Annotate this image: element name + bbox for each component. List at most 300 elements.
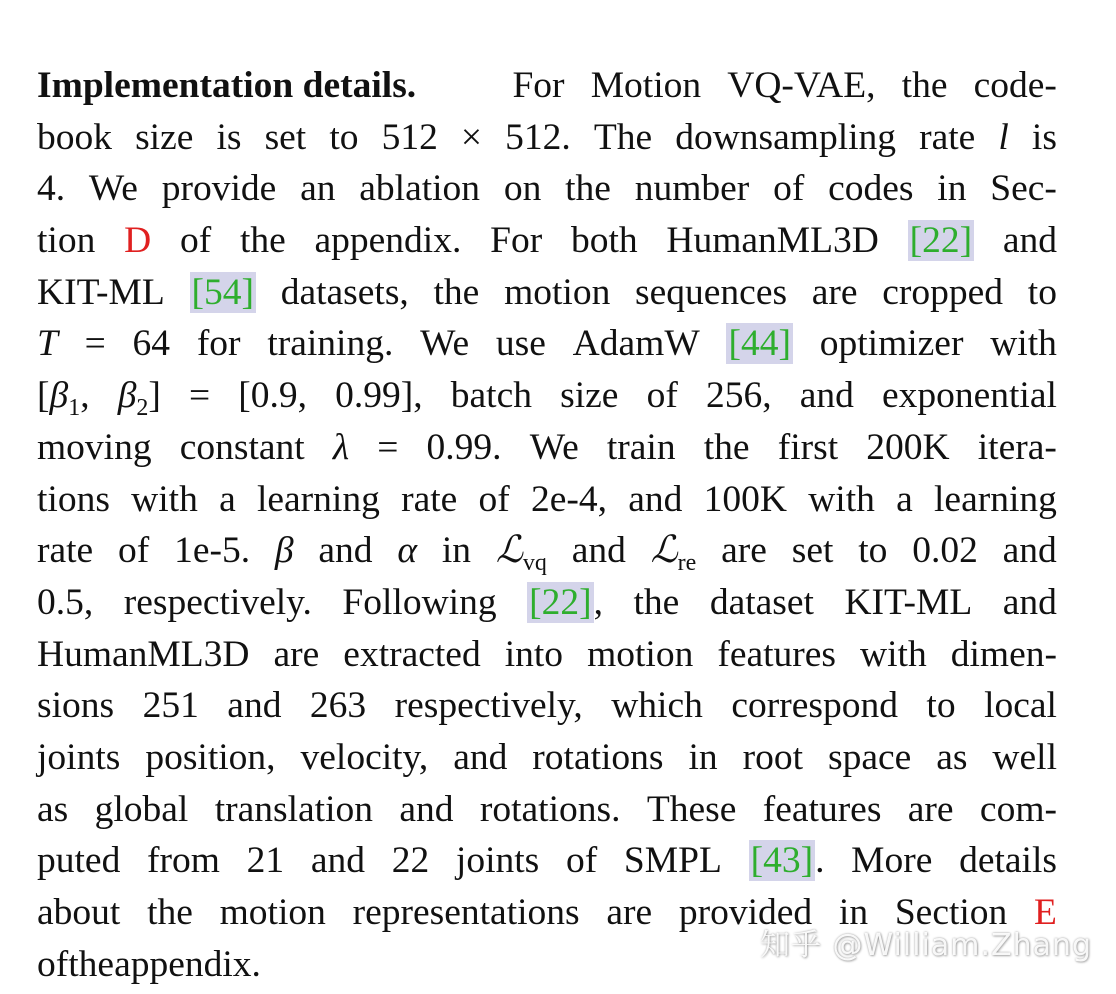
text-line [37,163,1057,215]
word [706,370,772,422]
text-run: the [565,168,611,210]
text-run: local [984,685,1057,727]
word [124,215,151,267]
text-run: are [907,788,954,830]
text-run: of [646,375,678,417]
text-run: and [318,530,373,572]
text-run: learning [256,478,380,520]
text-run: constant [179,426,305,468]
word [37,370,90,422]
word [607,422,676,474]
text-run: exponential [881,375,1057,417]
text-run: training. [267,323,394,365]
word [37,422,152,474]
word [343,629,480,681]
word [633,577,679,629]
text-run: puted [37,840,121,882]
word [820,318,964,370]
word [882,370,1057,422]
word [1003,525,1057,577]
word [220,887,326,939]
text-run: batch [450,375,532,417]
word [37,835,120,887]
word [896,474,913,526]
word [247,835,285,887]
word [135,112,193,164]
word [624,835,722,887]
text-run: 4. [37,168,66,210]
text-run: with [860,633,927,675]
word [238,370,307,422]
text-run: and [227,685,282,727]
text-run: 22 [391,840,430,882]
text-run: root [742,736,804,778]
text-run: AdamW [572,323,700,365]
text-run: size [560,375,619,417]
text-run: motion [504,271,611,313]
text-run: the [901,65,948,106]
word [227,680,281,732]
word [274,629,320,681]
text-run: We [529,426,579,468]
word [401,474,457,526]
text-run: ablation [359,168,481,210]
word [635,163,750,215]
word [147,835,220,887]
word [37,629,249,681]
word [124,577,312,629]
text-run: with [808,478,875,520]
word [851,835,932,887]
word [311,835,365,887]
word [219,474,236,526]
citation-link[interactable]: [43] [750,840,814,882]
word [180,422,305,474]
word [420,318,469,370]
word [675,112,896,164]
word [565,163,611,215]
text-line [37,60,1057,112]
word [919,112,975,164]
text-line [37,318,1057,370]
word [990,318,1057,370]
text-run: the [68,943,115,985]
word [434,267,480,319]
word [666,215,878,267]
word [461,112,482,164]
text-run: and [799,375,854,417]
text-run: and [399,788,454,830]
text-run: 251 [142,685,199,727]
text-run: HumanML3D [37,633,250,675]
word [359,163,480,215]
text-run: are [811,271,858,313]
word [496,525,547,577]
text-run: number [634,168,750,210]
word [189,370,210,422]
word [792,525,834,577]
text-run: is [1031,116,1057,158]
text-run: 64 [132,323,171,365]
text-run: details [959,840,1057,882]
text-run: KIT-ML [844,581,973,623]
word [858,525,887,577]
word [257,474,380,526]
text-run: features [762,788,882,830]
text-run: into [504,633,564,675]
word [611,680,703,732]
text-run: For [490,220,543,262]
word [37,680,114,732]
text-run: appendix. [314,220,462,262]
word [530,422,579,474]
text-run: and [310,840,365,882]
word [318,525,372,577]
word [377,422,398,474]
text-line [37,215,1057,267]
math-subscript: re [677,550,697,577]
word [902,60,948,112]
text-run: velocity, [300,736,429,778]
word [1003,577,1057,629]
math-subscript: 1 [68,395,81,422]
word [382,112,438,164]
word [216,112,241,164]
citation-link[interactable]: [22] [529,581,592,623]
word [453,732,507,784]
text-run: to [1027,271,1057,313]
text-run: respectively. [123,581,312,623]
text-run: 512 [381,116,438,158]
text-run: with [131,478,198,520]
text-run: extracted [343,633,481,675]
word [197,318,241,370]
word [908,215,974,267]
word [240,215,286,267]
text-run: position, [145,736,276,778]
text-run: 0.5, [37,581,94,623]
section-reference-link[interactable]: D [124,220,152,262]
word [882,267,1003,319]
text-run: × [460,116,483,158]
word [560,370,618,422]
text-run: rate [401,478,458,520]
word [335,370,423,422]
text-run: and [628,478,683,520]
word [937,163,966,215]
text-run: set [791,530,834,572]
text-run: appendix. [114,943,261,985]
word [397,525,417,577]
math-subscript: vq [522,550,547,577]
text-run: ] [148,375,161,417]
word [37,318,58,370]
word [998,112,1008,164]
text-run: the [239,220,286,262]
word [990,163,1057,215]
word [275,525,294,577]
text-run: Motion [590,65,702,106]
math-symbol: α [397,530,418,572]
word [118,370,161,422]
text-run: datasets, [280,271,409,313]
text-line [37,422,1057,474]
word [773,163,804,215]
text-run: of [37,943,69,985]
word [37,215,95,267]
text-run: motion [587,633,694,675]
math-symbol: β [49,375,69,417]
word [704,474,787,526]
text-run: 512. [505,116,571,158]
text-run: = [189,375,211,417]
text-run: learning [934,478,1057,520]
word [749,835,825,887]
word [710,577,814,629]
text-run: features [717,633,837,675]
text-run: 200K [866,426,950,468]
word [1028,267,1057,319]
word [37,939,68,991]
word [512,60,564,112]
text-run: a [896,478,913,520]
math-subscript: 2 [136,395,149,422]
text-run: and [571,530,626,572]
text-run: dimen- [950,633,1057,675]
text-run: rate [919,116,976,158]
text-run: The [593,116,653,158]
text-run: in [838,892,869,933]
text-run: of [565,840,598,882]
word [85,318,106,370]
word [532,732,663,784]
text-line [37,267,1057,319]
text-line [37,577,1057,629]
heading-gap [442,60,486,112]
text-run: , [80,375,90,417]
word [591,60,701,112]
text-run: in [441,530,472,572]
text-run: to [858,530,888,572]
text-run: SMPL [623,840,722,882]
text-run: sions [37,685,115,727]
text-run: HumanML3D [666,220,879,262]
text-run: VQ-VAE, [727,65,876,106]
word [726,318,792,370]
text-run: itera- [977,426,1057,468]
text-run: We [88,168,138,210]
text-run: joints [455,840,540,882]
text-run: the [633,581,680,623]
word [908,784,954,836]
text-run: set [264,116,307,158]
word [353,887,580,939]
word [37,732,120,784]
text-run: for [196,323,241,365]
text-run: book [37,116,112,158]
text-run: both [570,220,638,262]
text-run: rotations [532,736,664,778]
word [37,60,416,112]
text-run: dataset [709,581,814,623]
word [442,525,471,577]
word [828,732,911,784]
text-run: sequences [635,271,788,313]
text-run: to [926,685,956,727]
text-run: These [646,788,737,830]
text-run: rotations. [479,788,621,830]
section-reference-link[interactable]: E [1034,892,1057,933]
text-run: well [992,736,1057,778]
word [456,835,539,887]
text-run: 256, [705,375,772,417]
word [573,318,700,370]
word [763,784,882,836]
word [860,629,927,681]
word [727,60,875,112]
word [505,629,563,681]
text-run: 2e-4, [531,478,608,520]
text-run: are [606,892,653,933]
text-run: in [937,168,967,210]
text-line [37,732,1057,784]
word [980,784,1057,836]
text-run: code- [973,65,1057,106]
text-run: of [118,530,150,572]
text-run: to [329,116,359,158]
word [427,422,502,474]
text-run: are [273,633,320,675]
word [587,629,693,681]
word [812,267,858,319]
text-run: a [219,478,236,520]
math-symbol: ℒ [650,530,678,572]
text-run: are [721,530,767,572]
text-run: rate [37,530,94,572]
word [143,680,199,732]
word [300,163,335,215]
text-run: For [512,65,565,106]
text-run: and [1002,530,1057,572]
text-run: use [495,323,546,365]
word [162,163,277,215]
text-run: with [990,323,1057,365]
word [594,112,652,164]
word [37,163,65,215]
text-run: which [611,685,703,727]
math-symbol: β [117,375,137,417]
text-run: com- [979,788,1057,830]
text-run: [0.9, [238,375,308,417]
word [118,525,149,577]
word [717,629,836,681]
word [721,525,767,577]
word [647,370,678,422]
word [114,939,261,991]
text-run: translation [214,788,373,830]
text-run: and [1002,581,1057,623]
citation-link[interactable]: [22] [909,220,973,262]
word [934,474,1057,526]
text-line [37,680,1057,732]
text-run: codes [828,168,914,210]
text-run: 100K [703,478,787,520]
word [951,629,1057,681]
word [651,525,697,577]
text-run: [ [37,375,50,417]
word [131,474,198,526]
word [531,474,607,526]
paragraph-heading: Implementation details. [37,65,417,106]
word [281,267,409,319]
word [89,163,138,215]
text-run: 0.99. [426,426,502,468]
citation-link[interactable]: [44] [728,323,791,365]
word [479,474,510,526]
word [95,784,189,836]
math-symbol: λ [332,426,350,468]
word [504,163,542,215]
text-run: representations [352,892,580,933]
implementation-details-paragraph [37,60,1057,990]
text-run: optimizer [819,323,964,365]
text-run: More [851,840,933,882]
word [688,732,717,784]
text-run: 263 [309,685,367,727]
word [704,422,750,474]
word [37,474,110,526]
text-run: joints [37,736,121,778]
word [912,525,978,577]
word [190,267,256,319]
word [342,577,496,629]
word [333,422,349,474]
text-run: space [827,736,912,778]
text-run: 21 [246,840,285,882]
math-symbol: T [37,323,58,365]
text-run: provide [161,168,277,210]
text-run: = [84,323,106,365]
word [992,732,1057,784]
word [480,784,621,836]
word [731,680,898,732]
word [490,215,542,267]
word [174,525,250,577]
text-run: , [593,581,603,623]
word [571,215,638,267]
word [451,370,532,422]
citation-link[interactable]: [54] [191,271,254,313]
word [566,835,597,887]
word [572,525,626,577]
text-run: motion [219,892,326,933]
zhihu-watermark: 知乎 @William.Zhang [760,928,1093,963]
text-run: the [703,426,750,468]
text-run: 0.99], [335,375,423,417]
word [395,680,583,732]
word [37,267,165,319]
text-run: an [300,168,336,210]
word [974,60,1057,112]
word [68,939,114,991]
word [496,318,546,370]
word [808,474,875,526]
text-line [37,629,1057,681]
word [180,215,211,267]
word [527,577,603,629]
text-run: of [773,168,805,210]
text-run: the [433,271,480,313]
